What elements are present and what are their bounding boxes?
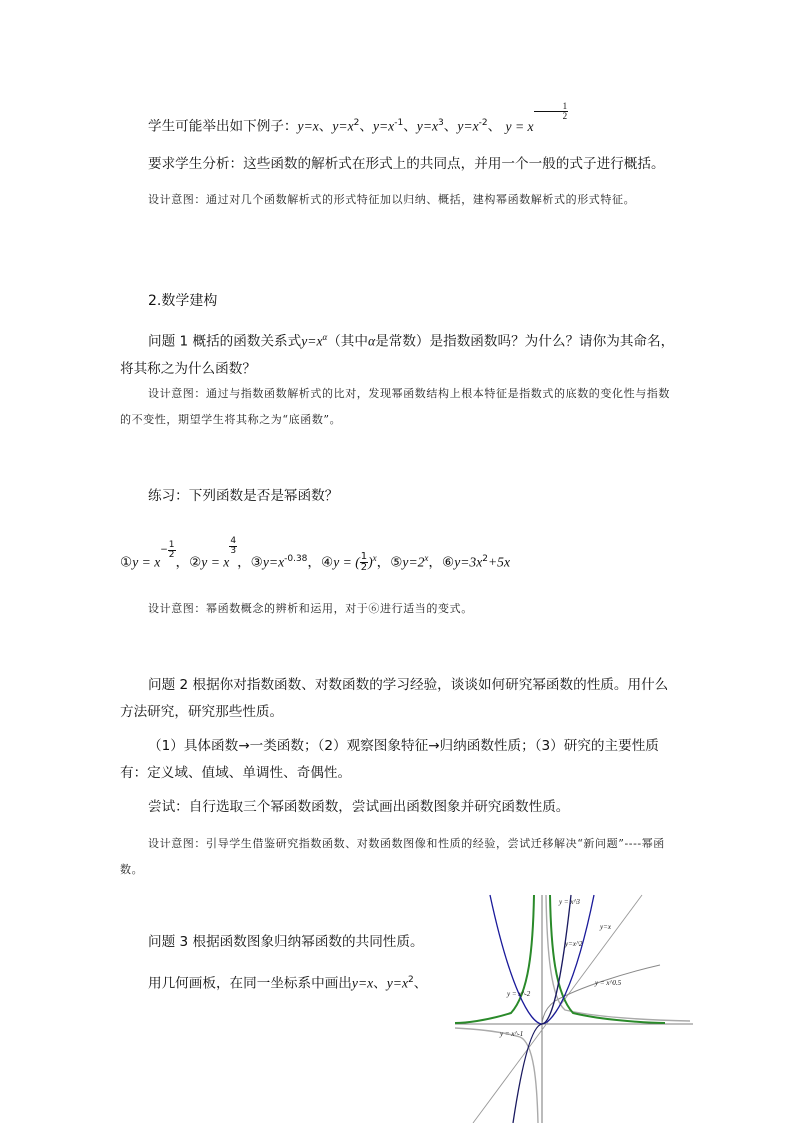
design-intent-3: 设计意图：幂函数概念的辨析和运用，对于⑥进行适当的变式。: [148, 602, 473, 615]
question-2: 问题 2 根据你对指数函数、对数函数的学习经验，谈谈如何研究幂函数的性质。用什么方法研究，研究那些性质。: [120, 677, 669, 720]
label-reciprocal: y = x^-1: [500, 1030, 524, 1038]
power-functions-graph: [455, 893, 695, 1123]
example-5: y=x: [457, 118, 479, 134]
example-1: y=x: [297, 118, 319, 134]
question-1: 问题 1 概括的函数关系式$y=x^\alpha$（其中α是常数）是指数函数吗？为什么？请你为其命名，将其称之为什么函数？: [120, 332, 675, 377]
question-3: 问题 3 根据函数图象归纳幂函数的共同性质。: [148, 934, 424, 950]
label-cube: y = x^3: [559, 898, 580, 906]
sep: 、: [318, 118, 333, 135]
label-inverse-square: y = x^-2: [507, 990, 531, 998]
section-title: 2.数学建构: [148, 293, 218, 309]
draw-instruction: 用几何画板，在同一坐标系中画出y=x、$y=x^2$、: [148, 975, 428, 992]
practice-list: ①y = x− $\frac{1}{2}$ ，②y = x $\frac{4}{3}$ ，$③y=x^{-0.38}$，④y = ( $\frac{1}{2}$ )$^x$，$⑤y=2^x$，$⑥y=3x^2+5x$: [120, 535, 510, 574]
curve-reciprocal-left: [455, 1028, 538, 1123]
curve-reciprocal-right: [546, 895, 690, 1021]
design-intent-2: 设计意图：通过与指数函数解析式的比对，发现幂函数结构上根本特征是指数式的底数的变化性与指数的不变性，期望学生将其称之为“底函数”。: [120, 387, 670, 426]
analysis-text: 要求学生分析：这些函数的解析式在形式上的共同点，并用一个一般的式子进行概括。: [148, 156, 665, 172]
examples-line: 学生可能举出如下例子：y=x、$y=x^2$、$y=x^{-1}$、$y=x^3$、$y=x^{-2}$、 y = x $\frac{1}{2}$: [148, 100, 568, 135]
example-6: y = x $\frac{1}{2}$: [505, 100, 568, 134]
curve-inverse-square-right: [550, 895, 665, 1023]
label-identity: y=x: [600, 923, 611, 931]
label-square: y=x^2: [565, 940, 583, 948]
example-4: y=x: [416, 118, 439, 134]
design-intent-1: 设计意图：通过对几个函数解析式的形式特征加以归纳、概括，建构幂函数解析式的形式特征。: [148, 193, 636, 206]
examples-prefix: 学生可能举出如下例子：: [148, 118, 298, 135]
design-intent-4: 设计意图：引导学生借鉴研究指数函数、对数函数图像和性质的经验，尝试迁移解决“新问题”----幂函数。: [120, 837, 665, 876]
practice-title: 练习：下列函数是否是幂函数？: [148, 488, 339, 504]
example-2: y=x: [332, 118, 354, 134]
try-text: 尝试：自行选取三个幂函数函数，尝试画出函数图象并研究函数性质。: [148, 799, 570, 815]
label-sqrt: y = x^0.5: [595, 979, 622, 987]
example-3: y=x: [372, 118, 395, 134]
question-2-answer: （1）具体函数→一类函数；（2）观察图象特征→归纳函数性质；（3）研究的主要性质有：定义域、值域、单调性、奇偶性。: [120, 738, 659, 781]
